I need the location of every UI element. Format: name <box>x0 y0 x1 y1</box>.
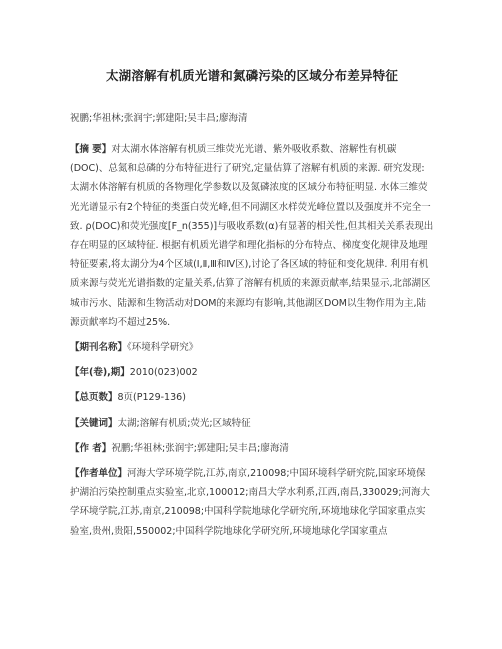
journal-value: 《环境科学研究》 <box>127 342 199 354</box>
year-issue-field <box>70 363 434 382</box>
authors-label: 【作 者】 <box>70 442 112 454</box>
author-list: 祝鹏;华祖林;张润宇;郭建阳;吴丰昌;廖海清 <box>70 113 248 124</box>
keywords-value: 太湖;溶解有机质;荧光;区域特征 <box>117 417 251 429</box>
journal-label: 【期刊名称】 <box>70 342 128 354</box>
document-title: 太湖溶解有机质光谱和氮磷污染的区域分布差异特征 <box>105 68 399 83</box>
authors-field <box>70 439 434 458</box>
keywords-label: 【关键词】 <box>70 417 118 429</box>
authors-value: 祝鹏;华祖林;张润宇;郭建阳;吴丰昌;廖海清 <box>111 442 289 454</box>
pages-label: 【总页数】 <box>70 392 118 404</box>
affiliations-field <box>70 464 434 541</box>
abstract-label: 【摘 要】 <box>70 144 112 155</box>
journal-field <box>70 338 434 357</box>
year-issue-value: 2010(023)002 <box>129 367 198 379</box>
abstract-text: 对太湖水体溶解有机质三维荧光光谱、紫外吸收系数、溶解性有机碳(DOC)、总氮和总磷的分布特征进行了研究,定量估算了溶解有机质的来源. 研究发现:太湖水体溶解有机质的各物理化学参数以及氮磷浓度的区域分布特征明显. 水体三维荧光光谱显示有2个特征的类蛋白荧光峰,但不同湖区水样荧光峰位置以及强度并不完全一致. ρ(DOC)和荧光强度[F_n(355)]与吸收系数(α)有显著的相关性,但其相关关系表现出存在明显的区域特征. 根据有机质光谱学和理化指标的分布特点、梯度变化规律及地理特征要素,将太湖分为4个区域(Ⅰ,Ⅱ,Ⅲ和Ⅳ区),讨论了各区域的特征和变化规律. 利用有机质来源与荧光光谱指数的定量关系,估算了溶解有机质的来源贡献率,结果显示,北部湖区城市污水、陆源和生物活动对DOM的来源均有影响,其他湖区DOM以生物作用为主,陆源贡献率均不超过25%. <box>70 144 434 328</box>
affiliations-label: 【作者单位】 <box>70 468 128 480</box>
affiliations-value: 河海大学环境学院,江苏,南京,210098;中国环境科学研究院,国家环境保护湖泊污染控制重点实验室,北京,100012;南昌大学水利系,江西,南昌,330029;河海大学环境学院,江苏,南京,210098;中国科学院地球化学研究所,环境地球化学国家重点实验室,贵州,贵阳,550002;中国科学院地球化学研究所,环境地球化学国家重点 <box>70 468 431 537</box>
year-issue-label: 【年(卷),期】 <box>70 367 130 379</box>
pages-value: 8页(P129-136) <box>117 392 186 404</box>
pages-field <box>70 388 434 407</box>
abstract-section <box>70 140 434 332</box>
keywords-field <box>70 414 434 433</box>
